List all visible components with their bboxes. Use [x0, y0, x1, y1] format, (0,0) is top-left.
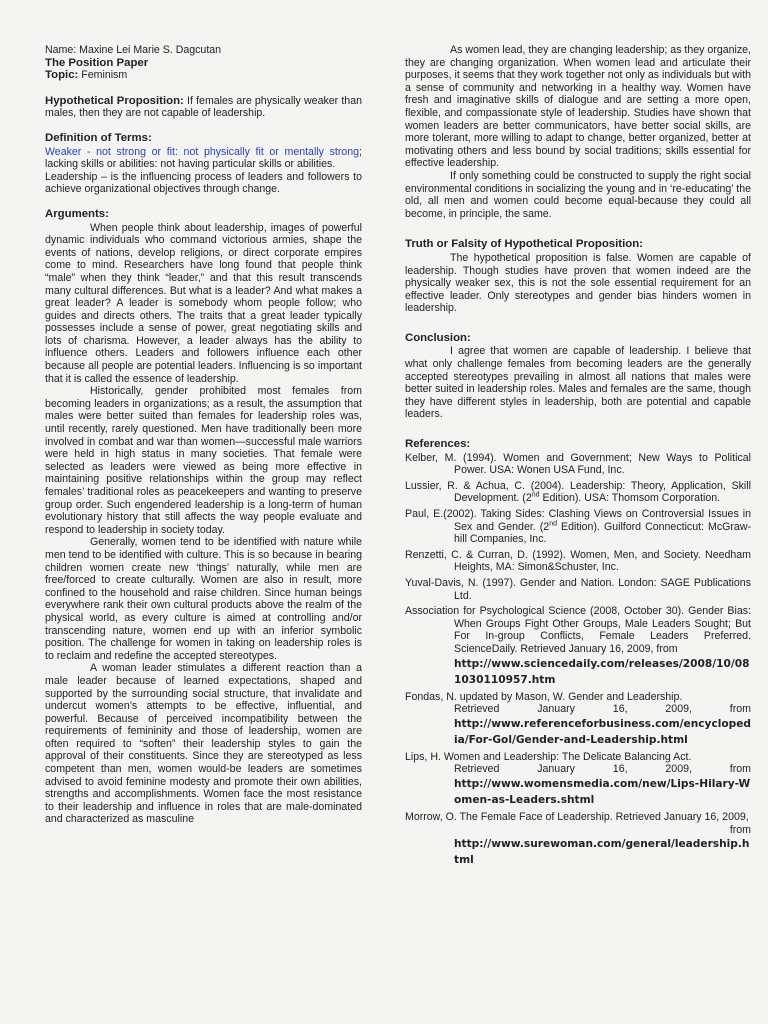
conclusion-paragraph: I agree that women are capable of leadership. I believe that what only challenge females from becoming leaders are the generally accepted stereotypes prevailing in almost all nations that males were better suited in leadership roles. Males and females are the same, though they have different styles in leadership, both are potential and capable leaders. — [405, 345, 751, 421]
reference-lussier-sup: nd — [531, 491, 540, 499]
reference-aps-link[interactable]: http://www.sciencedaily.com/releases/2008/10/081030110957.htm — [454, 657, 750, 686]
reference-paul-sup: nd — [549, 520, 557, 528]
reference-lips-retrieved — [454, 763, 751, 776]
retrieved-word: Retrieved — [454, 703, 500, 716]
retrieved-month: January — [537, 763, 575, 776]
reference-lips-link[interactable]: http://www.womensmedia.com/new/Lips-Hilary-Women-as-Leaders.shtml — [454, 777, 751, 806]
retrieved-word: Retrieved — [454, 763, 500, 776]
reference-morrow-from-line — [454, 824, 751, 837]
reference-kelber: Kelber, M. (1994). Women and Government; New Ways to Political Power. USA: Wonen USA Fund, Inc. — [405, 451, 751, 477]
retrieved-year: 2009, — [665, 763, 692, 776]
reference-aps — [405, 605, 751, 687]
arguments-paragraph-4: A woman leader stimulates a different reaction than a male leader because of learned expectations, shaped and supported by the surrounding social structure, that invalidate and undercut women’s attempts to be effective, influential, and powerful. Because of perceived incompatibility between the requirements of femininity and those of leadership, women are often required to “soften” their leadership styles to gain the approval of their constituents. Since they are stereotyped as less competent than men, women would-be leaders are sometimes advised to avoid feminine modesty and promote their own abilities, strengths and accomplishments. Women face the most resistance to their leadership and influence in roles that are male-dominated and characterized as masculine — [45, 662, 362, 826]
reference-lussier-text-end: Edition). USA: Thomsom Corporation. — [539, 492, 721, 505]
definition-weaker-highlight: Weaker - not strong or fit: not physically fit or mentally strong — [45, 145, 360, 158]
arguments-paragraph-6: If only something could be constructed to supply the right social environmental conditions in socializing the young and in ‘re-educating’ the old, all men and women could become equal-because they could all become, in principle, the same. — [405, 169, 751, 220]
topic-line — [45, 69, 362, 82]
reference-lussier — [405, 480, 751, 505]
definition-leadership: Leadership – is the influencing process of leaders and followers to achieve organizational objectives through change. — [45, 170, 362, 196]
reference-renzetti: Renzetti, C. & Curran, D. (1992). Women, Men, and Society. Needham Heights, MA: Simon&Schuster, Inc. — [405, 548, 751, 574]
retrieved-from: from — [729, 823, 751, 836]
definition-weaker-rest: ; lacking skills or abilities: not having particular skills or abilities. — [45, 145, 362, 171]
left-column — [45, 44, 362, 826]
paper-title: The Position Paper — [45, 56, 149, 69]
reference-yuval-davis: Yuval-Davis, N. (1997). Gender and Nation. London: SAGE Publications Ltd. — [405, 576, 751, 602]
hypothesis-text: If females are physically weaker than males, then they are not capable of leadership. — [45, 94, 362, 120]
reference-morrow-link[interactable]: http://www.surewoman.com/general/leadership.html — [454, 838, 750, 867]
definition-weaker — [45, 146, 362, 171]
arguments-paragraph-3: Generally, women tend to be identified with nature while men tend to be identified with culture. This is so because in bearing children women create new ‘things’ naturally, while men are free/forced to create culturally. Women are also in result, more confined to the household and raise children. Since human beings everywhere rank their own cultural products above the realm of the physical world, as every culture is aimed at controlling and/or transcending nature, women end up with an inferior symbolic position. The challenge for women in taking on leadership roles is to reclaim and redefine the accepted stereotypes. — [45, 536, 362, 662]
retrieved-day: 16, — [612, 703, 628, 716]
topic-value: Feminism — [78, 69, 128, 82]
truth-heading: Truth or Falsity of Hypothetical Proposition: — [405, 238, 643, 251]
hypothesis-paragraph — [45, 95, 362, 120]
reference-fondas-link[interactable]: http://www.referenceforbusiness.com/encyclopedia/For-Gol/Gender-and-Leadership.html — [454, 717, 752, 746]
arguments-heading: Arguments: — [45, 207, 109, 220]
retrieved-day: 16, — [612, 763, 628, 776]
topic-label: Topic: — [45, 69, 79, 82]
reference-lips-text: Lips, H. Women and Leadership: The Delicate Balancing Act. — [405, 750, 692, 763]
conclusion-heading: Conclusion: — [405, 331, 471, 344]
arguments-paragraph-5: As women lead, they are changing leadership; as they organize, they are changing organization. When women lead and articulate their purposes, it seems that they work together not only as individuals but with a sense of community and networking in a healthy way. Women have fresh and imaginative skills of dialogue and are setting a more open, flexible, and compassionate style of leadership. Studies have shown that women leaders are better communicators, have better social skills, are more tolerant, more willing to adapt to change, better organized, better at motivating others and less bound by social traditions; skills essential for effective leadership. — [405, 44, 751, 170]
retrieved-year: 2009, — [665, 703, 692, 716]
reference-fondas-text: Fondas, N. updated by Mason, W. Gender and Leadership. — [405, 690, 683, 703]
reference-paul-text-end: Edition). Guilford Connecticut: McGraw-hill Companies, Inc. — [454, 520, 752, 546]
reference-paul-text: Paul, E.(2002). Taking Sides: Clashing Views on Controversial Issues in Sex and Gender. (2 — [405, 508, 751, 533]
truth-paragraph: The hypothetical proposition is false. Women are capable of leadership. Though studies have proven that women indeed are the physically weaker sex, this is not the sole essential requirement for an effective leader. Only stereotypes and gender bias hinders women in leadership. — [405, 251, 751, 315]
retrieved-from: from — [729, 703, 751, 716]
reference-lussier-text: Lussier, R. & Achua, C. (2004). Leadership: Theory, Application, Skill Development. (2 — [405, 479, 751, 505]
reference-lips — [405, 751, 751, 808]
definitions-heading: Definition of Terms: — [45, 131, 152, 144]
retrieved-month: January — [537, 703, 575, 716]
reference-fondas-retrieved — [454, 703, 751, 716]
right-column — [405, 44, 751, 871]
reference-morrow-text: Morrow, O. The Female Face of Leadership. Retrieved January 16, 2009, — [405, 810, 749, 823]
hypothesis-label: Hypothetical Proposition: — [45, 94, 184, 107]
reference-aps-text: Association for Psychological Science (2008, October 30). Gender Bias: When Groups Fight Other Groups, Male Leaders Sought; But For In-group Conflicts, Female Leaders Preferred. ScienceDaily. Retrieved January 16, 2009, from — [405, 605, 751, 655]
reference-morrow — [405, 811, 751, 868]
arguments-paragraph-1: When people think about leadership, images of powerful dynamic individuals who command victorious armies, shape the events of nations, develop religions, or direct corporate empires come to mind. Researchers have long found that people think “male” when they think “leader,” and that this result transcends many cultural differences. But what is a leader? And what makes a great leader? A leader is somebody whom people follow; who guides and directs others. The traits that a great leader typically possesses include a sense of power, great negotiating skills and lots of charisma. However, a leader always has the ability to influence others. Leaders and followers influence each other because all people are potential leaders. Influencing is so important that it is called the essence of leadership. — [45, 221, 362, 385]
retrieved-from: from — [729, 763, 751, 776]
reference-fondas — [405, 691, 751, 748]
arguments-paragraph-2: Historically, gender prohibited most females from becoming leaders in organizations; as a result, the assumption that males were better suited than females for leadership roles was, until recently, rarely questioned. Men have traditionally been more involved in combat and war than women—successful male warriors were held in high status in many societies. That female were selected as leaders were viewed as being more effective in maintaining positive relationships within the group may reflect females’ traditional roles as peacekeepers and wanting to preserve group order. Such engendered leadership is a long-term of human evolutionary history that still affects the way people evaluate and respond to leadership in society today. — [45, 385, 362, 536]
reference-paul — [405, 508, 751, 546]
author-name: Name: Maxine Lei Marie S. Dagcutan — [45, 44, 222, 56]
references-heading: References: — [405, 438, 471, 451]
